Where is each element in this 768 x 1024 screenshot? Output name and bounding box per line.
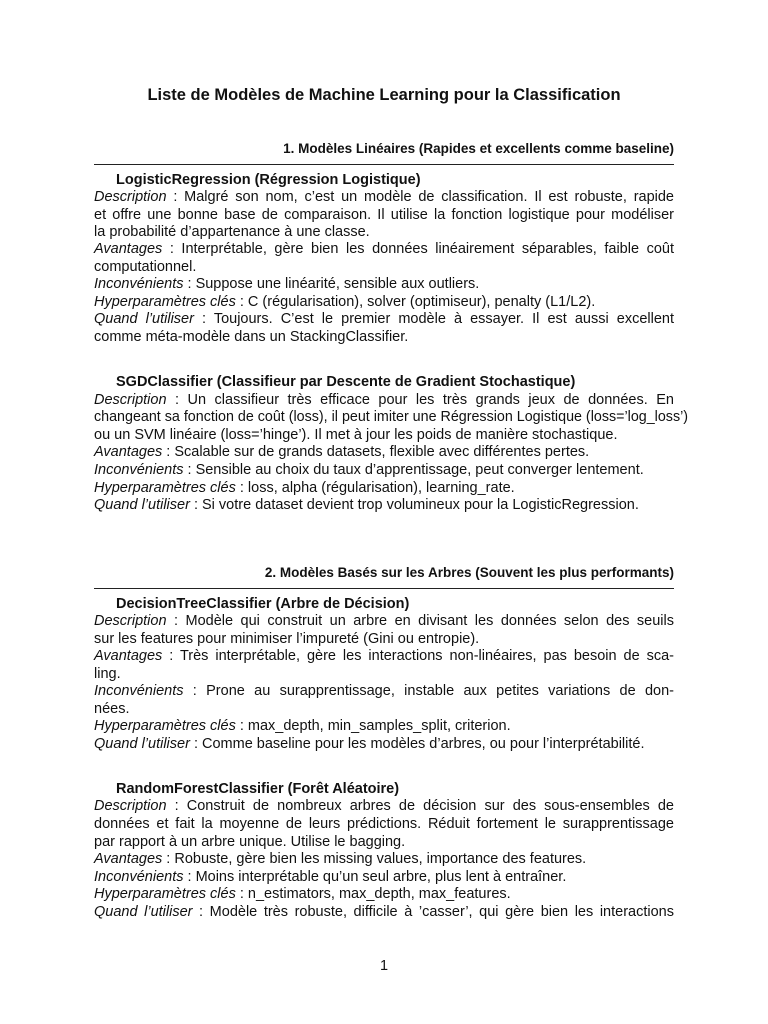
model-title-random-forest: RandomForestClassifier (Forêt Aléatoire) (116, 781, 400, 797)
text-line: Avantages : Interprétable, gère bien les données linéairement séparables, faible coût (94, 241, 674, 257)
text-line: Inconvénients : Sensible au choix du taux d’apprentissage, peut converger lentement. (94, 462, 644, 478)
document-title: Liste de Modèles de Machine Learning pour la Classification (147, 86, 621, 104)
text-line: comme méta-modèle dans un StackingClassifier. (94, 329, 409, 345)
text-line: Avantages : Scalable sur de grands datasets, flexible avec différentes pertes. (94, 444, 590, 460)
model-title-logistic-regression: LogisticRegression (Régression Logistique) (116, 172, 421, 188)
text-line: Description : Malgré son nom, c’est un modèle de classification. Il est robuste, rapide (94, 189, 674, 205)
text-line: nées. (94, 701, 130, 717)
text-line: Hyperparamètres clés : max_depth, min_samples_split, criterion. (94, 718, 511, 734)
page-number: 1 (379, 958, 389, 974)
section-heading-trees: 2. Modèles Basés sur les Arbres (Souvent les plus performants) (264, 565, 674, 580)
text-line: sur les features pour minimiser l’impureté (Gini ou entropie). (94, 631, 480, 647)
text-line: et offre une bonne base de comparaison. Il utilise la fonction logistique pour modéliser (94, 207, 674, 223)
text-line: Hyperparamètres clés : C (régularisation), solver (optimiseur), penalty (L1/L2). (94, 294, 596, 310)
model-title-sgd-classifier: SGDClassifier (Classifieur par Descente de Gradient Stochastique) (116, 374, 576, 390)
text-line: Quand l’utiliser : Comme baseline pour les modèles d’arbres, ou pour l’interprétabilité. (94, 736, 645, 752)
text-line: computationnel. (94, 259, 197, 275)
section-rule (94, 164, 674, 165)
text-line: Inconvénients : Moins interprétable qu’un seul arbre, plus lent à entraîner. (94, 869, 567, 885)
text-line: ling. (94, 666, 121, 682)
section-heading-linear: 1. Modèles Linéaires (Rapides et excellents comme baseline) (283, 141, 674, 156)
text-line: Hyperparamètres clés : n_estimators, max_depth, max_features. (94, 886, 511, 902)
text-line: Avantages : Robuste, gère bien les missing values, importance des features. (94, 851, 587, 867)
text-line: Inconvénients : Suppose une linéarité, sensible aux outliers. (94, 276, 480, 292)
text-line: ou un SVM linéaire (loss=’hinge’). Il met à jour les poids de manière stochastique. (94, 427, 618, 443)
text-line: Quand l’utiliser : Modèle très robuste, difficile à ’casser’, qui gère bien les interactions (94, 904, 674, 920)
text-line: Quand l’utiliser : Toujours. C’est le premier modèle à essayer. Il est aussi excellent (94, 311, 674, 327)
text-line: Description : Un classifieur très efficace pour les très grands jeux de données. En (94, 392, 674, 408)
text-line: Quand l’utiliser : Si votre dataset devient trop volumineux pour la LogisticRegression. (94, 497, 639, 513)
text-line: Description : Construit de nombreux arbres de décision sur des sous-ensembles de (94, 798, 674, 814)
model-title-decision-tree: DecisionTreeClassifier (Arbre de Décision) (116, 596, 410, 612)
text-line: Inconvénients : Prone au surapprentissage, instable aux petites variations de don- (94, 683, 674, 699)
text-line: la probabilité d’appartenance à une classe. (94, 224, 370, 240)
text-line: données et fait la moyenne de leurs prédictions. Réduit fortement le surapprentissage (94, 816, 674, 832)
text-line: Description : Modèle qui construit un arbre en divisant les données selon des seuils (94, 613, 674, 629)
text-line: par rapport à un arbre unique. Utilise le bagging. (94, 834, 406, 850)
text-line: Hyperparamètres clés : loss, alpha (régularisation), learning_rate. (94, 480, 515, 496)
text-line: Avantages : Très interprétable, gère les interactions non-linéaires, pas besoin de sca- (94, 648, 674, 664)
section-rule (94, 588, 674, 589)
text-line: changeant sa fonction de coût (loss), il peut imiter une Régression Logistique (loss=’log_loss’) (94, 409, 689, 425)
